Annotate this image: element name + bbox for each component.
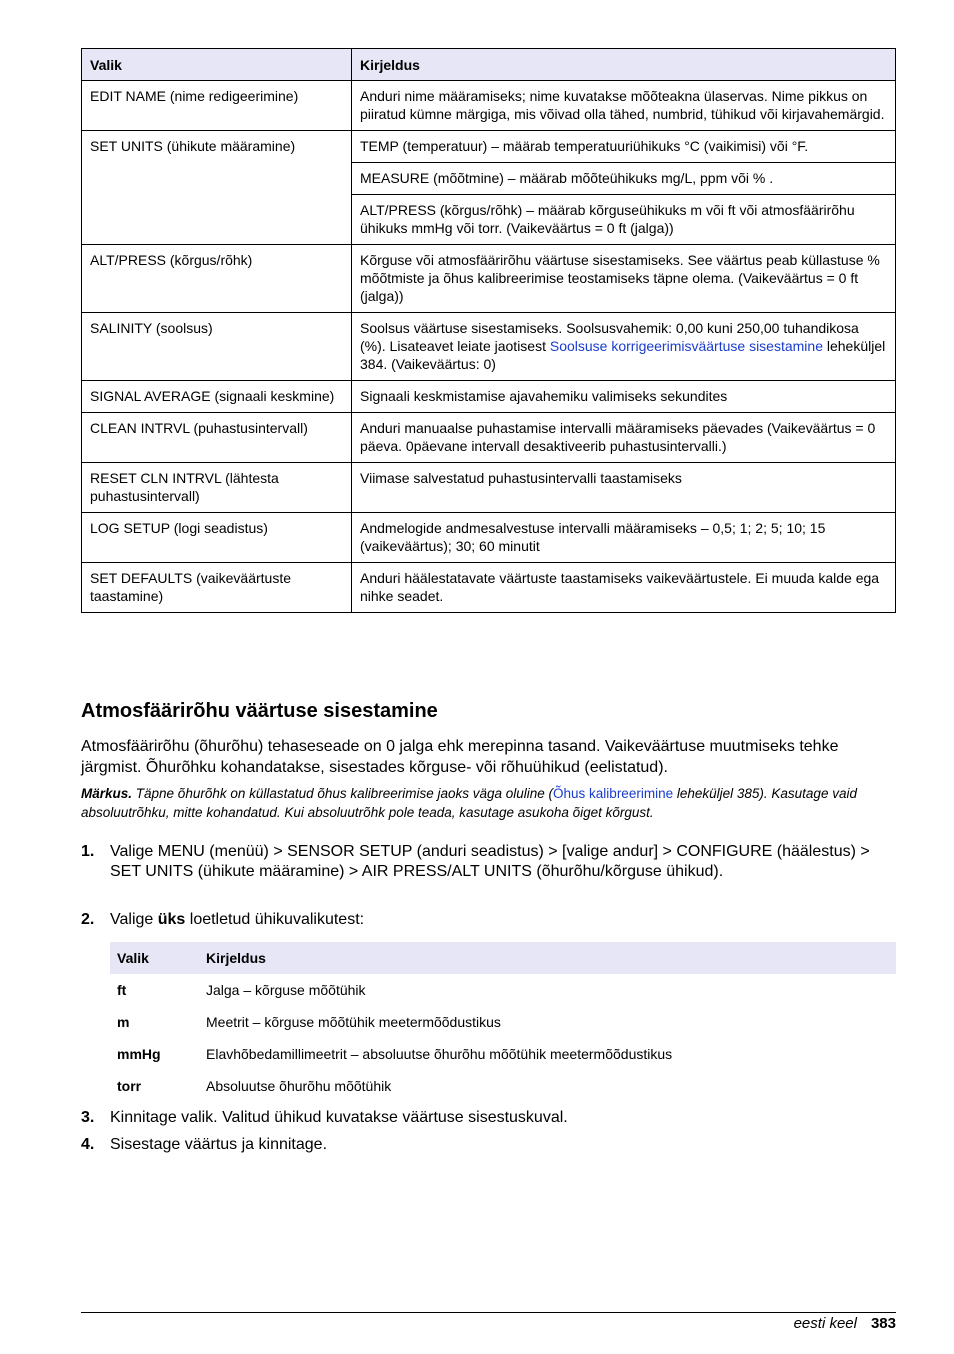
step-1 (81, 842, 896, 882)
column-header: Valik (82, 49, 352, 81)
option-cell: LOG SETUP (logi seadistus) (82, 513, 352, 563)
step-text-part: Valige (110, 911, 158, 928)
note-label: Märkus. (81, 786, 133, 801)
table-row (82, 131, 896, 163)
table-header-row (110, 942, 896, 974)
table-row (82, 463, 896, 513)
step-2 (81, 910, 896, 930)
table-row (82, 513, 896, 563)
unit-description: Jalga – kõrguse mõõtühik (206, 982, 366, 998)
options-table (81, 48, 896, 613)
table-row (110, 974, 896, 1006)
note-text: leheküljel 385). Kasutage vaid absoluutrõhku, mitte kohandatud. Kui absoluutrõhk pole teada, kasutage asukoha õiget kõrgust. (81, 786, 857, 820)
step-text: Sisestage väärtus ja kinnitage. (110, 1136, 328, 1153)
description-cell: Anduri manuaalse puhastamise intervalli määramiseks päevades (Vaikeväärtus = 0 päeva. 0päevane intervall desaktiveerib puhastusintervalli.) (352, 413, 896, 463)
step-text (110, 910, 896, 930)
table-header-row (82, 49, 896, 81)
step-text: Kinnitage valik. Valitud ühikud kuvatakse väärtuse sisestuskuval. (110, 1109, 568, 1126)
table-row (82, 563, 896, 613)
footer-divider (81, 1312, 896, 1313)
unit-description: Elavhõbedamillimeetrit – absoluutse õhurõhu mõõtühik meetermõõdustikus (206, 1046, 673, 1062)
step-text-bold: üks (157, 911, 186, 928)
option-cell: SET DEFAULTS (vaikeväärtuste taastamine) (82, 563, 352, 613)
unit-description: Absoluutse õhurõhu mõõtühik (206, 1078, 392, 1094)
description-cell (352, 313, 896, 381)
column-header: Kirjeldus (352, 49, 896, 81)
unit-key: m (117, 1014, 130, 1030)
units-table (110, 942, 896, 1102)
section-title: Atmosfäärirõhu väärtuse sisestamine (81, 700, 438, 722)
option-cell: SIGNAL AVERAGE (signaali keskmine) (82, 381, 352, 413)
option-cell: RESET CLN INTRVL (lähtesta puhastusintervall) (82, 463, 352, 513)
unit-key: torr (117, 1078, 142, 1094)
description-cell: ALT/PRESS (kõrgus/rõhk) – määrab kõrguseühikuks m või ft või atmosfäärirõhu ühikuks mmHg või torr. (Vaikeväärtus = 0 ft (jalga)) (352, 195, 896, 245)
description-cell: Anduri häälestatavate väärtuste taastamiseks vaikeväärtustele. Ei muuda kalde ega nihke seadet. (352, 563, 896, 613)
description-cell: MEASURE (mõõtmine) – määrab mõõteühikuks mg/L, ppm või % . (352, 163, 896, 195)
table-row (82, 381, 896, 413)
step-number: 2. (81, 911, 95, 928)
unit-key: mmHg (117, 1046, 161, 1062)
step-number: 1. (81, 843, 95, 860)
table-row (82, 413, 896, 463)
step-4 (81, 1135, 896, 1155)
description-cell: Kõrguse või atmosfäärirõhu väärtuse sisestamiseks. See väärtus peab küllastuse % mõõtmiste ja õhus kalibreerimise teostamiseks täpne olema. (Vaikeväärtus = 0 ft (jalga)) (352, 245, 896, 313)
description-text: leheküljel 384. (Vaikeväärtus: 0) (360, 338, 886, 372)
table-row (110, 1038, 896, 1070)
option-cell: CLEAN INTRVL (puhastusintervall) (82, 413, 352, 463)
option-cell: ALT/PRESS (kõrgus/rõhk) (82, 245, 352, 313)
column-header: Kirjeldus (199, 942, 896, 974)
table-row (82, 313, 896, 381)
table-row (82, 245, 896, 313)
note-text: Täpne õhurõhk on küllastatud õhus kalibreerimise jaoks väga oluline ( (132, 786, 554, 801)
description-text: Soolsus väärtuse sisestamiseks. Soolsusvahemik: 0,00 kuni 250,00 tuhandikosa (%). Lisateavet leiate jaotisest (360, 320, 859, 354)
description-cell: Anduri nime määramiseks; nime kuvatakse mõõteakna ülaservas. Nime pikkus on piiratud kümne märgiga, mis võivad olla tähed, numbrid, tühikud või kirjavahemärgid. (352, 81, 896, 131)
table-row (110, 1006, 896, 1038)
option-cell: SALINITY (soolsus) (82, 313, 352, 381)
unit-description: Meetrit – kõrguse mõõtühik meetermõõdustikus (206, 1014, 501, 1030)
page-footer (794, 1314, 896, 1334)
description-cell: Signaali keskmistamise ajavahemiku valimiseks sekundites (352, 381, 896, 413)
step-number: 3. (81, 1109, 95, 1126)
description-cell: Viimase salvestatud puhastusintervalli taastamiseks (352, 463, 896, 513)
note-paragraph (81, 784, 901, 822)
option-cell: SET UNITS (ühikute määramine) (82, 131, 352, 245)
description-cell: TEMP (temperatuur) – määrab temperatuuriühikuks °C (vaikimisi) või °F. (352, 131, 896, 163)
air-calibration-link[interactable]: Õhus kalibreerimine (553, 786, 674, 801)
step-text-part: loetletud ühikuvalikutest: (185, 911, 365, 928)
unit-key: ft (117, 982, 127, 998)
salinity-link[interactable]: Soolsuse korrigeerimisväärtuse sisestamine (549, 338, 823, 354)
intro-paragraph: Atmosfäärirõhu (õhurõhu) tehaseseade on 0 jalga ehk merepinna tasand. Vaikeväärtuse muutmiseks tehke järgmist. Õhurõhku kohandatakse, sisestades kõrguse- või rõhuühikud (eelistatud). (81, 738, 839, 776)
table-row (110, 1070, 896, 1102)
option-cell: EDIT NAME (nime redigeerimine) (82, 81, 352, 131)
description-cell: Andmelogide andmesalvestuse intervalli määramiseks – 0,5; 1; 2; 5; 10; 15 (vaikeväärtus); 30; 60 minutit (352, 513, 896, 563)
column-header: Valik (110, 942, 199, 974)
footer-language: eesti keel (793, 1315, 857, 1332)
step-number: 4. (81, 1136, 95, 1153)
page-number: 383 (870, 1315, 896, 1332)
step-3 (81, 1108, 896, 1128)
table-row (82, 81, 896, 131)
step-text: Valige MENU (menüü) > SENSOR SETUP (anduri seadistus) > [valige andur] > CONFIGURE (häälestus) > SET UNITS (ühikute määramine) > AIR PRESS/ALT UNITS (õhurõhu/kõrguse ühikud). (110, 843, 870, 880)
